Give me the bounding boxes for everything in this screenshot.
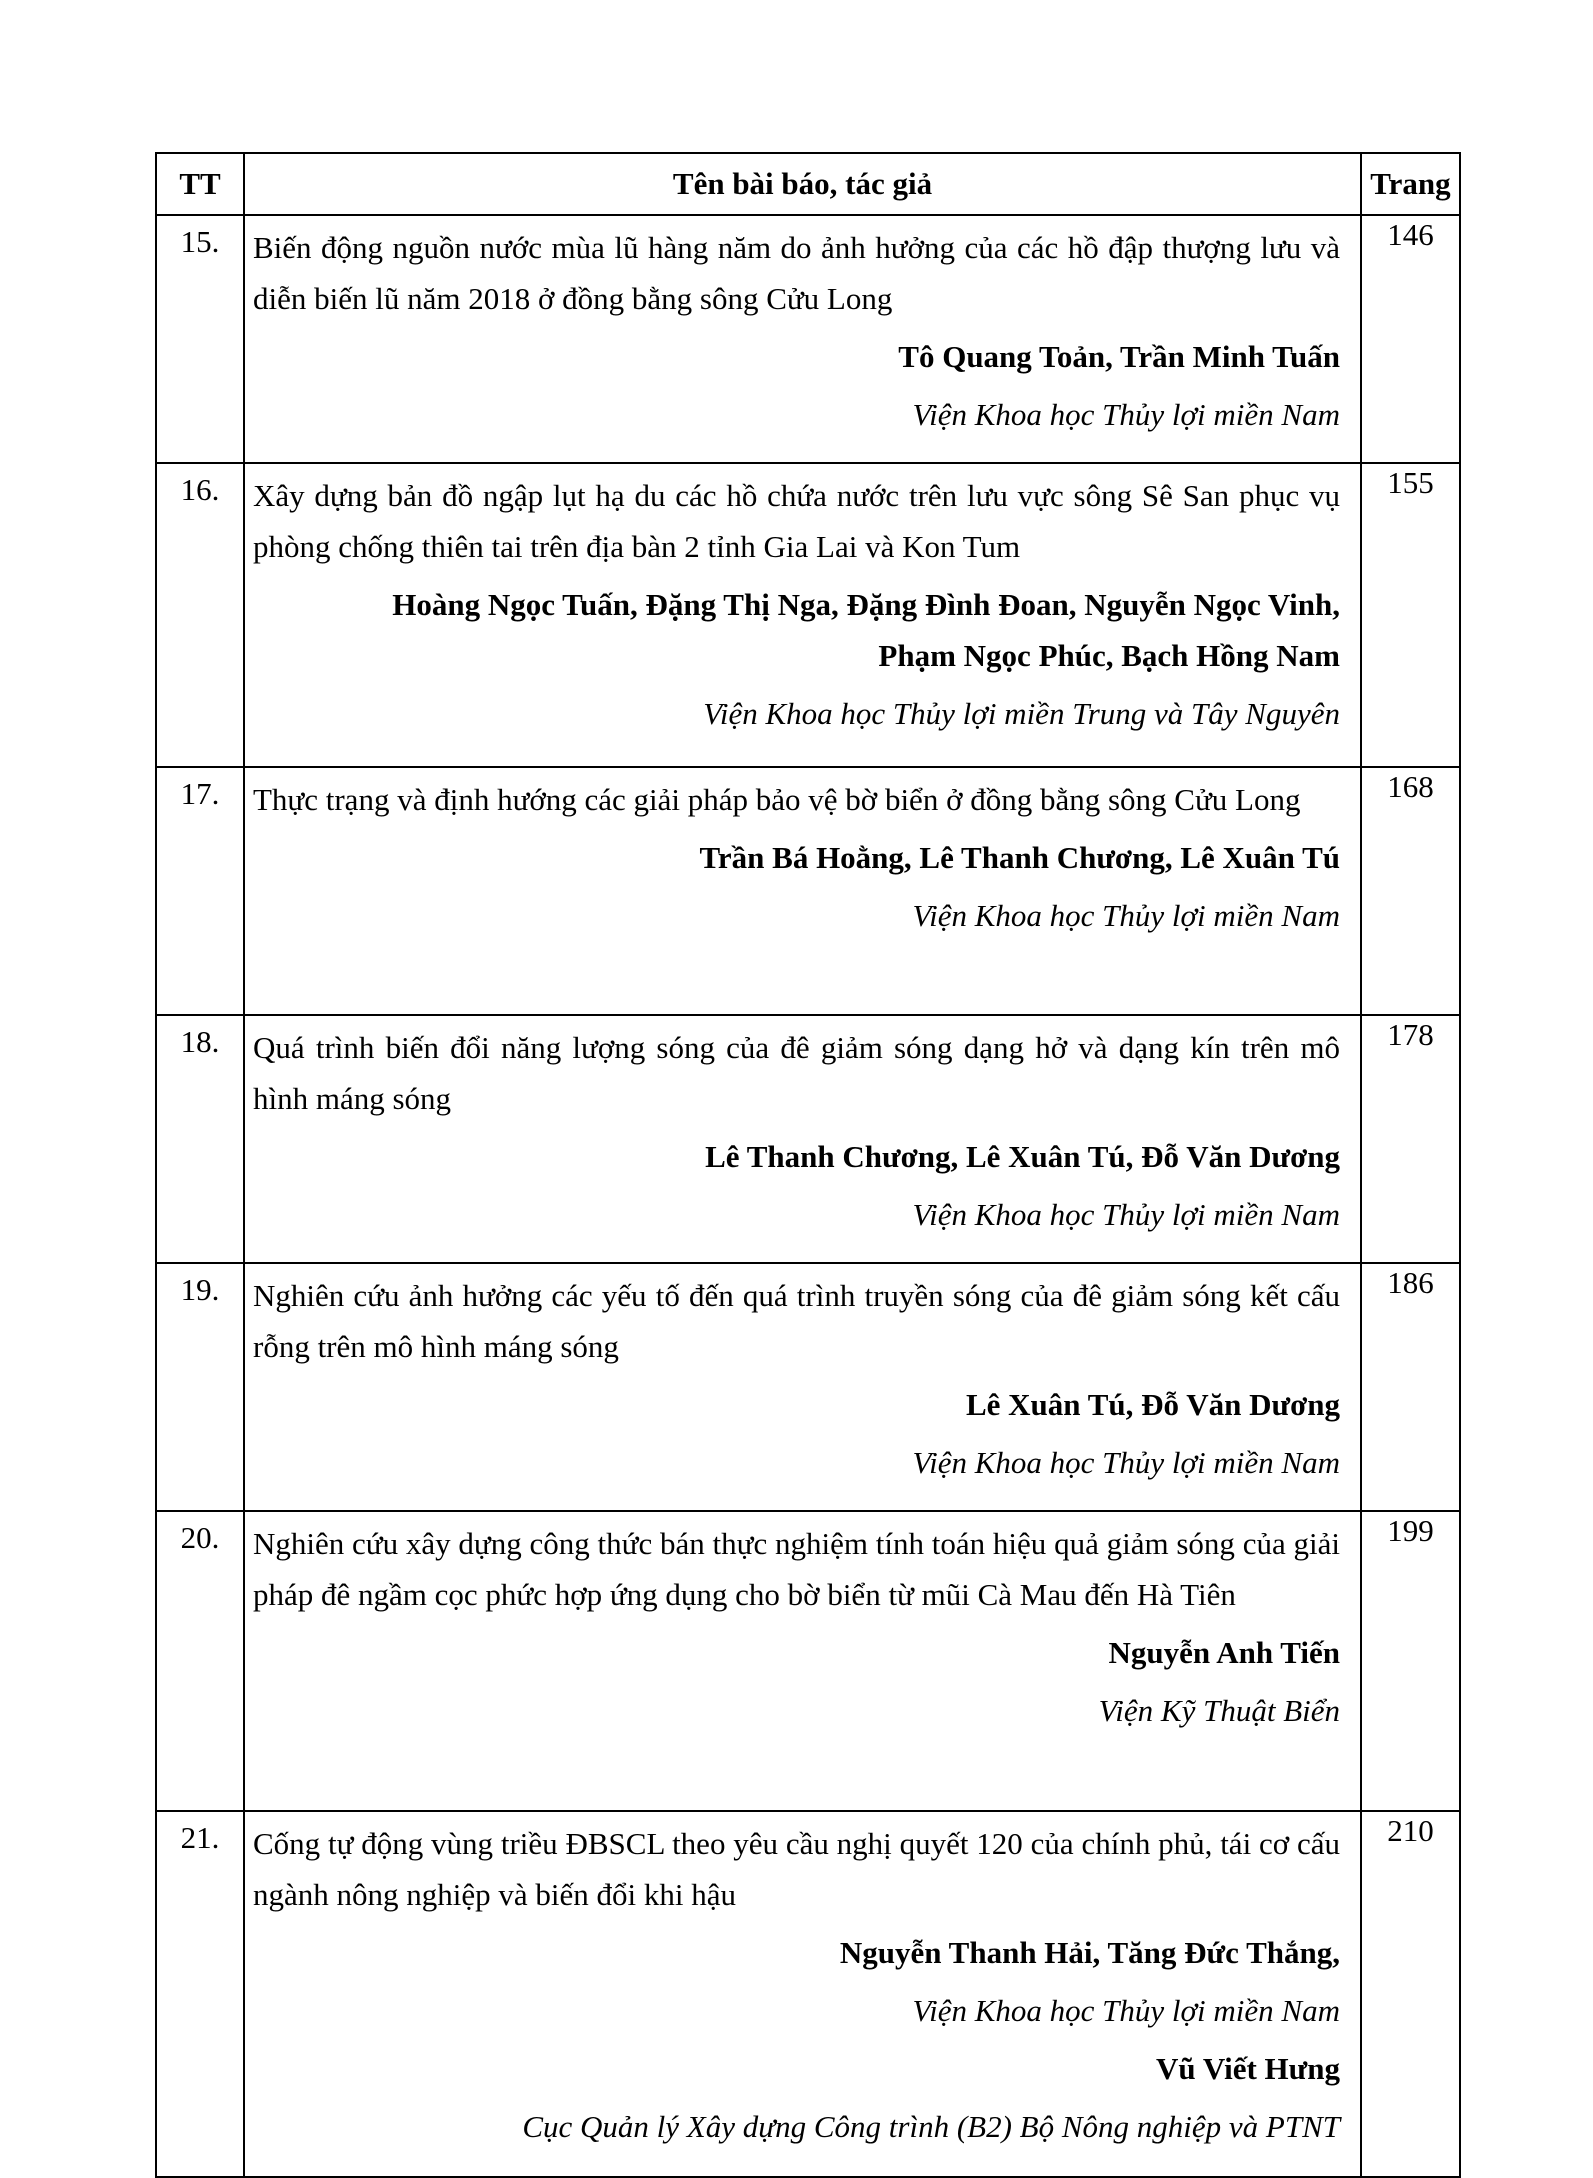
table-row: [156, 1811, 1460, 2177]
row-number: 18.: [156, 1015, 244, 1263]
article-affiliation: Viện Khoa học Thủy lợi miền Nam: [912, 1445, 1340, 1480]
table-row: [156, 1015, 1460, 1263]
header-page: Trang: [1361, 153, 1460, 215]
article-title: Cống tự động vùng triều ĐBSCL theo yêu cầu nghị quyết 120 của chính phủ, tái cơ cấu ngành nông nghiệp và biến đổi khi hậu: [253, 1826, 1340, 1912]
article-authors-line: Phạm Ngọc Phúc, Bạch Hồng Nam: [878, 638, 1340, 673]
row-number: 21.: [156, 1811, 244, 2177]
page-number: 178: [1361, 1015, 1460, 1263]
article-affiliation: Viện Khoa học Thủy lợi miền Nam: [912, 898, 1340, 933]
article-cell: [244, 1015, 1361, 1263]
table-header-row: [156, 153, 1460, 215]
article-authors: Trần Bá Hoằng, Lê Thanh Chương, Lê Xuân Tú: [699, 840, 1340, 875]
article-cell: [244, 767, 1361, 1015]
page-number: 186: [1361, 1263, 1460, 1511]
table-row: [156, 215, 1460, 463]
row-number: 19.: [156, 1263, 244, 1511]
article-authors-line: Hoàng Ngọc Tuấn, Đặng Thị Nga, Đặng Đình Đoan, Nguyễn Ngọc Vinh,: [392, 587, 1340, 622]
page-number: 199: [1361, 1511, 1460, 1811]
article-title: Thực trạng và định hướng các giải pháp bảo vệ bờ biển ở đồng bằng sông Cửu Long: [253, 782, 1301, 817]
article-authors: Nguyễn Thanh Hải, Tăng Đức Thắng,: [839, 1935, 1340, 1970]
article-cell: [244, 215, 1361, 463]
article-title: Nghiên cứu ảnh hưởng các yếu tố đến quá trình truyền sóng của đê giảm sóng kết cấu rỗng trên mô hình máng sóng: [253, 1278, 1340, 1364]
article-affiliation: Viện Kỹ Thuật Biển: [1098, 1693, 1340, 1728]
row-number: 15.: [156, 215, 244, 463]
page-number: 210: [1361, 1811, 1460, 2177]
article-authors: Nguyễn Anh Tiến: [1108, 1635, 1340, 1670]
article-authors: Vũ Viết Hưng: [1156, 2051, 1340, 2086]
header-tt: TT: [156, 153, 244, 215]
article-affiliation: Viện Khoa học Thủy lợi miền Trung và Tây Nguyên: [703, 696, 1340, 731]
table-row: [156, 1263, 1460, 1511]
article-cell: [244, 1511, 1361, 1811]
article-authors: Tô Quang Toản, Trần Minh Tuấn: [898, 339, 1340, 374]
table-row: [156, 767, 1460, 1015]
article-title: Biến động nguồn nước mùa lũ hàng năm do ảnh hưởng của các hồ đập thượng lưu và diễn biến lũ năm 2018 ở đồng bằng sông Cửu Long: [253, 230, 1340, 316]
article-title: Xây dựng bản đồ ngập lụt hạ du các hồ chứa nước trên lưu vực sông Sê San phục vụ phòng chống thiên tai trên địa bàn 2 tỉnh Gia Lai và Kon Tum: [253, 478, 1340, 564]
page-number: 155: [1361, 463, 1460, 767]
row-number: 17.: [156, 767, 244, 1015]
contents-table: [155, 152, 1461, 2178]
article-affiliation: Viện Khoa học Thủy lợi miền Nam: [912, 1993, 1340, 2028]
article-title: Nghiên cứu xây dựng công thức bán thực nghiệm tính toán hiệu quả giảm sóng của giải pháp đê ngầm cọc phức hợp ứng dụng cho bờ biển từ mũi Cà Mau đến Hà Tiên: [253, 1526, 1340, 1612]
row-number: 16.: [156, 463, 244, 767]
table-row: [156, 1511, 1460, 1811]
article-affiliation: Viện Khoa học Thủy lợi miền Nam: [912, 1197, 1340, 1232]
article-authors: [253, 579, 1340, 681]
article-authors: Lê Thanh Chương, Lê Xuân Tú, Đỗ Văn Dương: [705, 1139, 1340, 1174]
row-number: 20.: [156, 1511, 244, 1811]
article-cell: [244, 463, 1361, 767]
page-number: 146: [1361, 215, 1460, 463]
article-title: Quá trình biến đổi năng lượng sóng của đê giảm sóng dạng hở và dạng kín trên mô hình máng sóng: [253, 1030, 1340, 1116]
article-affiliation: Cục Quản lý Xây dựng Công trình (B2) Bộ Nông nghiệp và PTNT: [522, 2109, 1340, 2144]
table-row: [156, 463, 1460, 767]
article-affiliation: Viện Khoa học Thủy lợi miền Nam: [912, 397, 1340, 432]
article-authors: Lê Xuân Tú, Đỗ Văn Dương: [965, 1387, 1340, 1422]
page-number: 168: [1361, 767, 1460, 1015]
article-cell: [244, 1811, 1361, 2177]
article-cell: [244, 1263, 1361, 1511]
header-title: Tên bài báo, tác giả: [244, 153, 1361, 215]
